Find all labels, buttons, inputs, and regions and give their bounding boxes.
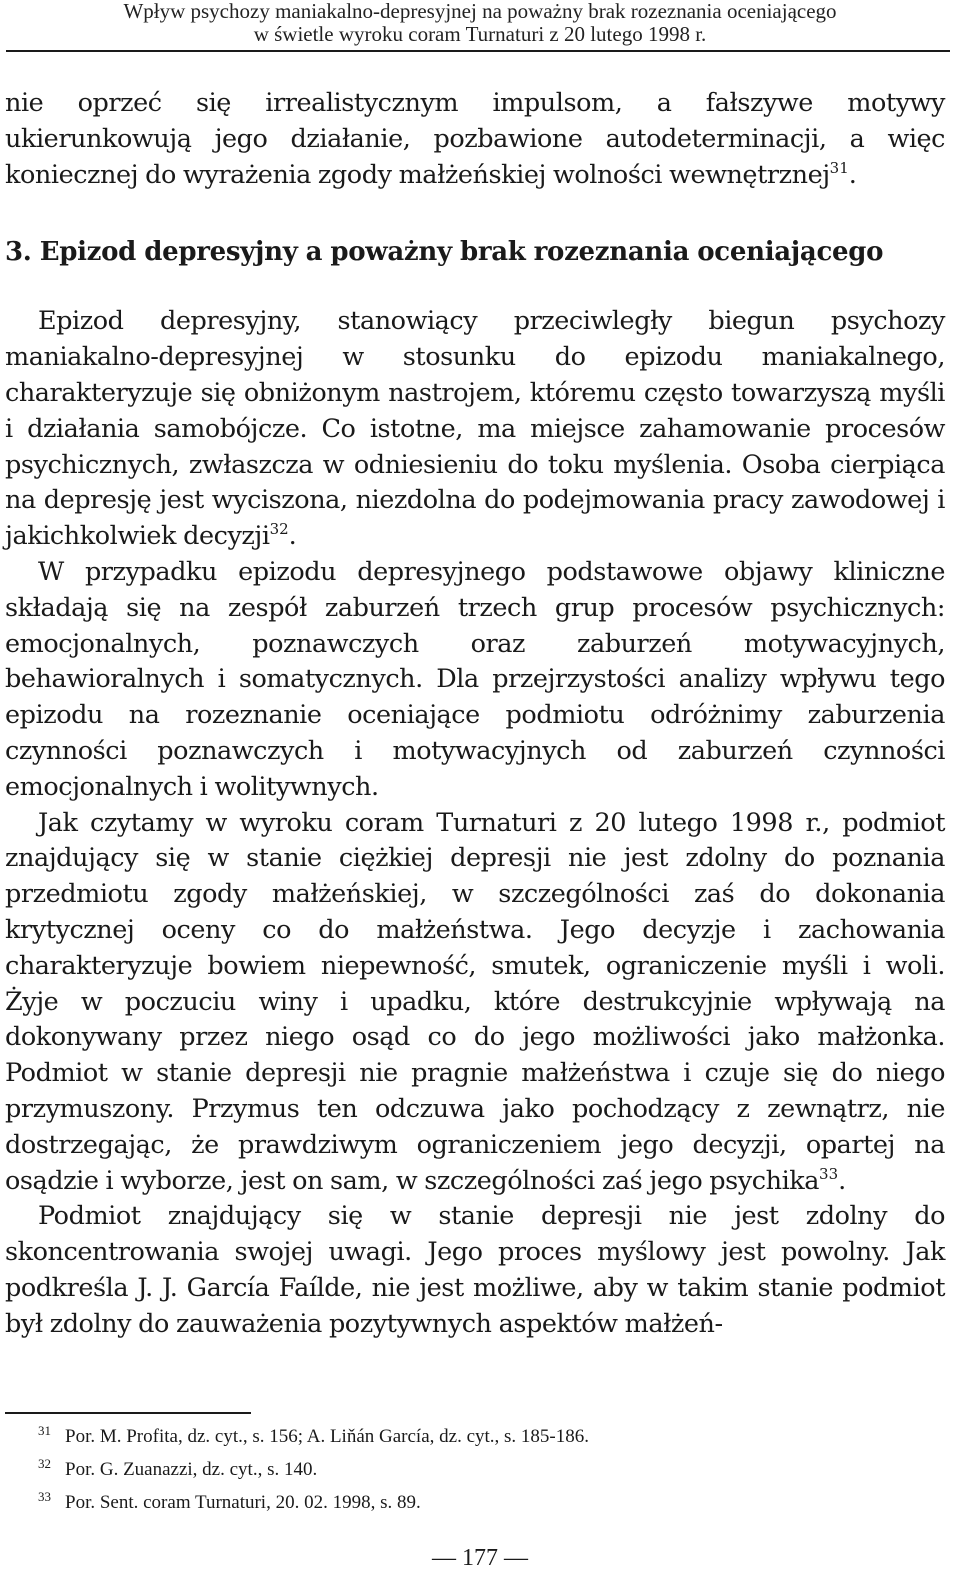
footnote-ref-32: 32 — [269, 520, 289, 539]
paragraph-continued — [5, 86, 945, 193]
body-text — [5, 86, 945, 1343]
paragraph-1 — [5, 304, 945, 555]
section-heading: 3. Epizod depresyjny a poważny brak rozeznania oceniającego — [5, 237, 884, 268]
footnote-text: Por. Sent. coram Turnaturi, 20. 02. 1998, s. 89. — [65, 1492, 421, 1513]
footnote-32: 32 Por. G. Zuanazzi, dz. cyt., s. 140. — [38, 1456, 318, 1480]
paragraph-3-text: Jak czytamy w wyroku coram Turnaturi z 20 lutego 1998 r., podmiot znajdujący się w stanie ciężkiej depresji nie jest zdolny do poznania przedmiotu zgody małżeńskiej, w szczególności zaś do dokonania krytycznej oceny co do małżeństwa. Jego decyzje i zachowania charakteryzuje bowiem niepewność, smutek, ograniczenie myśli i woli. Żyje w poczuciu winy i upadku, które destrukcyjnie wpływają na dokonywany przez niego osąd co do jego możliwości jako małżonka. Podmiot w stanie depresji nie pragnie małżeństwa i czuje się do niego przymuszony. Przymus ten odczuwa jako pochodzący z zewnątrz, nie dostrzegając, że prawdziwym ograniczeniem jego decyzji, opartej na osądzie i wyborze, jest on sam, w szczególności zaś jego psychika — [5, 807, 945, 1196]
footnote-text: Por. M. Profita, dz. cyt., s. 156; A. Liňán García, dz. cyt., s. 185-186. — [65, 1426, 590, 1447]
paragraph-continued-text: nie oprzeć się irrealistycznym impulsom, a fałszywe motywy ukierunkowują jego działanie, pozbawione autodeterminacji, a więc koniecznej do wyrażenia zgody małżeńskiej wolności wewnętrznej — [5, 88, 945, 190]
paragraph-2: W przypadku epizodu depresyjnego podstawowe objawy kliniczne składają się na zespół zaburzeń trzech grup procesów psychicznych: emocjonalnych, poznawczych oraz zaburzeń motywacyjnych, behawioralnych i somatycznych. Dla przejrzystości analizy wpływu tego epizodu na rozeznanie oceniające podmiotu odróżnimy zaburzenia czynności poznawczych i motywacyjnych od zaburzeń czynności emocjonalnych i wolitywnych. — [5, 556, 945, 802]
paragraph-4: Podmiot znajdujący się w stanie depresji nie jest zdolny do skoncentrowania swojej uwagi. Jego proces myślowy jest powolny. Jak podkreśla J. J. García Faílde, nie jest możliwe, aby w takim stanie podmiot był zdolny do zauważenia pozytywnych aspektów małżeń- — [5, 1201, 945, 1339]
paragraph-1-tail: . — [288, 521, 297, 552]
footnote-text: Por. G. Zuanazzi, dz. cyt., s. 140. — [65, 1459, 318, 1480]
footnote-ref-33: 33 — [819, 1164, 839, 1183]
footnote-ref-31: 31 — [829, 158, 849, 177]
page-number: — 177 — — [432, 1545, 528, 1571]
running-header-line-2: w świetle wyroku coram Turnaturi z 20 lutego 1998 r. — [253, 22, 707, 46]
paragraph-continued-tail: . — [848, 159, 857, 190]
paragraph-3 — [5, 806, 945, 1200]
footnote-33: 33 Por. Sent. coram Turnaturi, 20. 02. 1998, s. 89. — [38, 1489, 421, 1513]
footnote-31: 31 Por. M. Profita, dz. cyt., s. 156; A. Liňán García, dz. cyt., s. 185-186. — [38, 1423, 590, 1447]
paragraph-1-text: Epizod depresyjny, stanowiący przeciwległy biegun psychozy maniakalno-depresyjnej w stosunku do epizodu maniakalnego, charakteryzuje się obniżonym nastrojem, któremu często towarzyszą myśli i działania samobójcze. Co istotne, ma miejsce zahamowanie procesów psychicznych, zwłaszcza w odniesieniu do toku myślenia. Osoba cierpiąca na depresję jest wyciszona, niezdolna do podejmowania pracy zawodowej i jakichkolwiek decyzji — [5, 306, 945, 552]
running-header — [0, 0, 960, 46]
header-rule — [6, 50, 950, 52]
paragraph-3-tail: . — [838, 1165, 846, 1196]
footnote-rule — [5, 1412, 251, 1414]
running-header-line-1: Wpływ psychozy maniakalno-depresyjnej na poważny brak rozeznania oceniającego — [123, 0, 837, 23]
footnotes — [38, 1420, 938, 1519]
